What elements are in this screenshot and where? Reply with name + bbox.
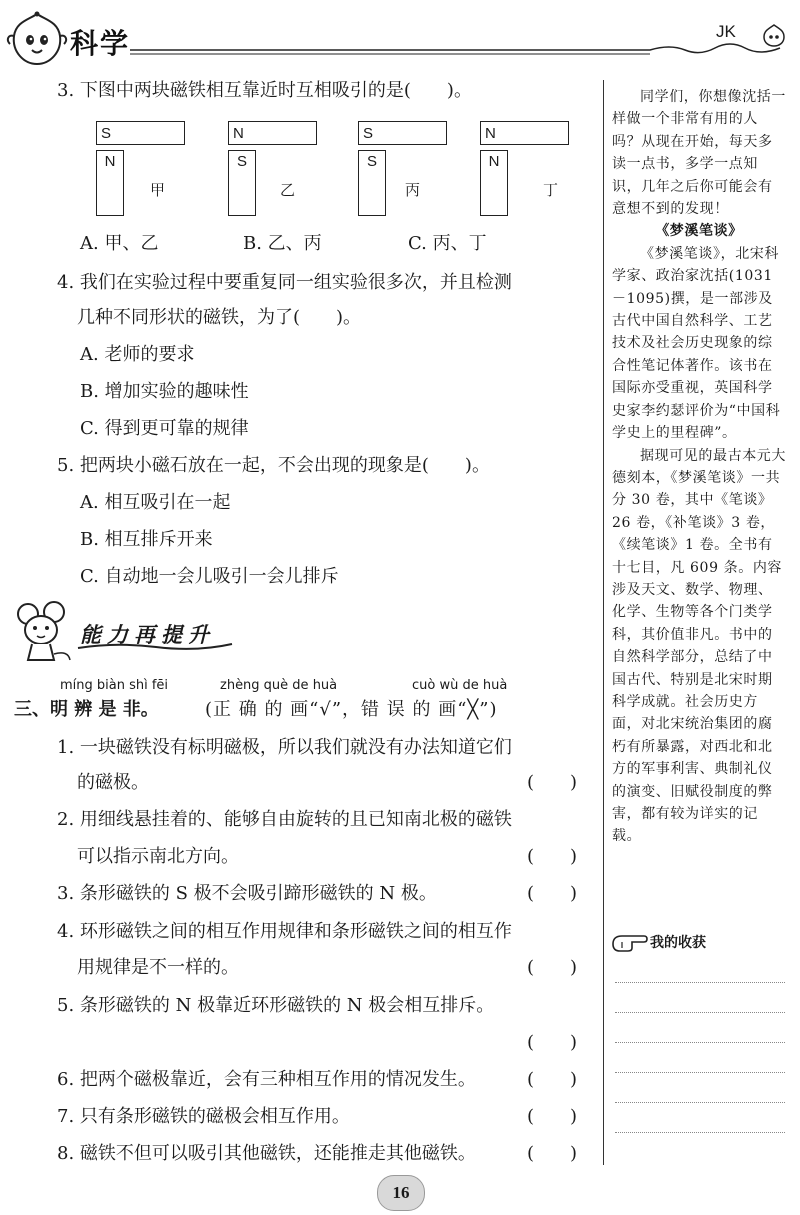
q4-option-b: B. 增加实验的趣味性 — [80, 381, 249, 402]
sidebar-book-title: 《梦溪笔谈》 — [655, 223, 743, 240]
magnet-bottom-yi: S — [228, 150, 256, 216]
answer-paren-6[interactable]: ( ) — [527, 1069, 578, 1090]
answer-paren-1[interactable]: ( ) — [527, 772, 578, 793]
pinyin-cuo-wu-de-hua: cuò wù de huà — [412, 678, 508, 693]
q5-text: 5. 把两块小磁石放在一起，不会出现的现象是( )。 — [57, 455, 490, 476]
magnet-label-yi: 乙 — [280, 181, 296, 199]
banner-title: 能力再提升 — [80, 623, 215, 647]
mini-mascot-icon — [760, 22, 788, 48]
q3-text: 3. 下图中两块磁铁相互靠近时互相吸引的是( )。 — [57, 80, 472, 101]
q4-option-c: C. 得到更可靠的规律 — [80, 418, 249, 439]
magnet-bottom-ding: N — [480, 150, 508, 216]
magnet-label-ding: 丁 — [543, 181, 559, 199]
subject-title: 科学 — [70, 27, 131, 60]
harvest-line-4[interactable] — [615, 1072, 785, 1073]
judge-item-8: 8. 磁铁不但可以吸引其他磁铁，还能推走其他磁铁。 — [57, 1143, 476, 1164]
q4-text-line1: 4. 我们在实验过程中要重复同一组实验很多次，并且检测 — [57, 272, 512, 293]
section3-title: 三、明 辨 是 非。 — [14, 699, 159, 720]
magnet-bottom-bing: S — [358, 150, 386, 216]
q5-option-b: B. 相互排斥开来 — [80, 529, 213, 550]
column-divider — [603, 80, 604, 1165]
harvest-line-5[interactable] — [615, 1102, 785, 1103]
harvest-line-2[interactable] — [615, 1012, 785, 1013]
harvest-label: 我的收获 — [650, 935, 706, 951]
page-number-badge — [377, 1175, 425, 1211]
judge-item-7: 7. 只有条形磁铁的磁极会相互作用。 — [57, 1106, 350, 1127]
pinyin-ming-bian-shi-fei: míng biàn shì fēi — [60, 678, 169, 693]
answer-paren-8[interactable]: ( ) — [527, 1143, 578, 1164]
sidebar-paragraph-1: 《梦溪笔谈》，北宋科学家、政治家沈括(1031－1095)撰，是一部涉及古代中国自然科学、工艺技术及社会历史现象的综合性笔记体著作。该书在国际亦受重视，英国科学史家李约瑟评价为“中国科学史上的里程碑”。 — [612, 245, 781, 442]
q5-option-a: A. 相互吸引在一起 — [80, 492, 231, 513]
magnet-label-jia: 甲 — [150, 181, 166, 199]
sidebar-paragraph-2: 据现可见的最古本元大德刻本，《梦溪笔谈》一共分 30 卷，其中《笔谈》26 卷，《补笔谈》3 卷，《续笔谈》1 卷。全书有十七目，凡 609 条。内容涉及天文、数学、物理、化学、生物等各个门类学科，其价值非凡。书中的自然科学部分，总结了中国古代、特别是北宋时期科学成就。社会历史方面，对北宋统治集团的腐朽有所暴露，对西北和北方的军事利害、典制礼仪的演变、旧赋役制度的弊害，都有较为详实的记载。 — [612, 447, 786, 845]
page-number: 16 — [392, 1183, 410, 1202]
edition-label: JK — [716, 22, 736, 41]
harvest-line-6[interactable] — [615, 1132, 785, 1133]
harvest-line-3[interactable] — [615, 1042, 785, 1043]
q5-option-c: C. 自动地一会儿吸引一会儿排斥 — [80, 566, 339, 587]
magnet-top-ding: N — [480, 121, 569, 145]
q4-option-a: A. 老师的要求 — [80, 344, 195, 365]
magnet-top-yi: N — [228, 121, 317, 145]
judge-item-4-line2: 用规律是不一样的。 — [77, 957, 239, 978]
q4-text-line2: 几种不同形状的磁铁，为了( )。 — [77, 307, 362, 328]
judge-item-1-line1: 1. 一块磁铁没有标明磁极，所以我们就没有办法知道它们 — [57, 737, 512, 758]
answer-paren-7[interactable]: ( ) — [527, 1106, 578, 1127]
harvest-line-1[interactable] — [615, 982, 785, 983]
sidebar-intro: 同学们，你想像沈括一样做一个非常有用的人吗？从现在开始，每天多读一点书，多学一点知识，几年之后你可能会有意想不到的发现！ — [612, 89, 786, 218]
magnet-label-bing: 丙 — [405, 181, 421, 199]
magnet-bottom-jia: N — [96, 150, 124, 216]
mouse-icon — [10, 600, 78, 666]
judge-item-4-line1: 4. 环形磁铁之间的相互作用规律和条形磁铁之间的相互作 — [57, 921, 512, 942]
magnet-top-bing: S — [358, 121, 447, 145]
judge-item-1-line2: 的磁极。 — [77, 772, 149, 793]
judge-item-6: 6. 把两个磁极靠近，会有三种相互作用的情况发生。 — [57, 1069, 476, 1090]
q3-option-c: C. 丙、丁 — [408, 233, 487, 254]
pointing-hand-icon — [610, 930, 650, 954]
judge-item-3: 3. 条形磁铁的 S 极不会吸引蹄形磁铁的 N 极。 — [57, 883, 437, 904]
pinyin-zheng-que-de-hua: zhèng què de huà — [220, 678, 338, 693]
answer-paren-5[interactable]: ( ) — [527, 1032, 578, 1053]
answer-paren-3[interactable]: ( ) — [527, 883, 578, 904]
sidebar-reading — [612, 86, 786, 848]
judge-item-2-line1: 2. 用细线悬挂着的、能够自由旋转的且已知南北极的磁铁 — [57, 809, 512, 830]
magnet-top-jia: S — [96, 121, 185, 145]
mascot-icon — [6, 10, 68, 68]
judge-item-5: 5. 条形磁铁的 N 极靠近环形磁铁的 N 极会相互排斥。 — [57, 995, 495, 1016]
answer-paren-4[interactable]: ( ) — [527, 957, 578, 978]
banner-underline — [76, 640, 236, 654]
q3-option-a: A. 甲、乙 — [80, 233, 159, 254]
section3-instruction: (正 确 的 画“√”，错 误 的 画“╳”) — [205, 699, 498, 720]
answer-paren-2[interactable]: ( ) — [527, 846, 578, 867]
q3-option-b: B. 乙、丙 — [243, 233, 322, 254]
judge-item-2-line2: 可以指示南北方向。 — [77, 846, 239, 867]
